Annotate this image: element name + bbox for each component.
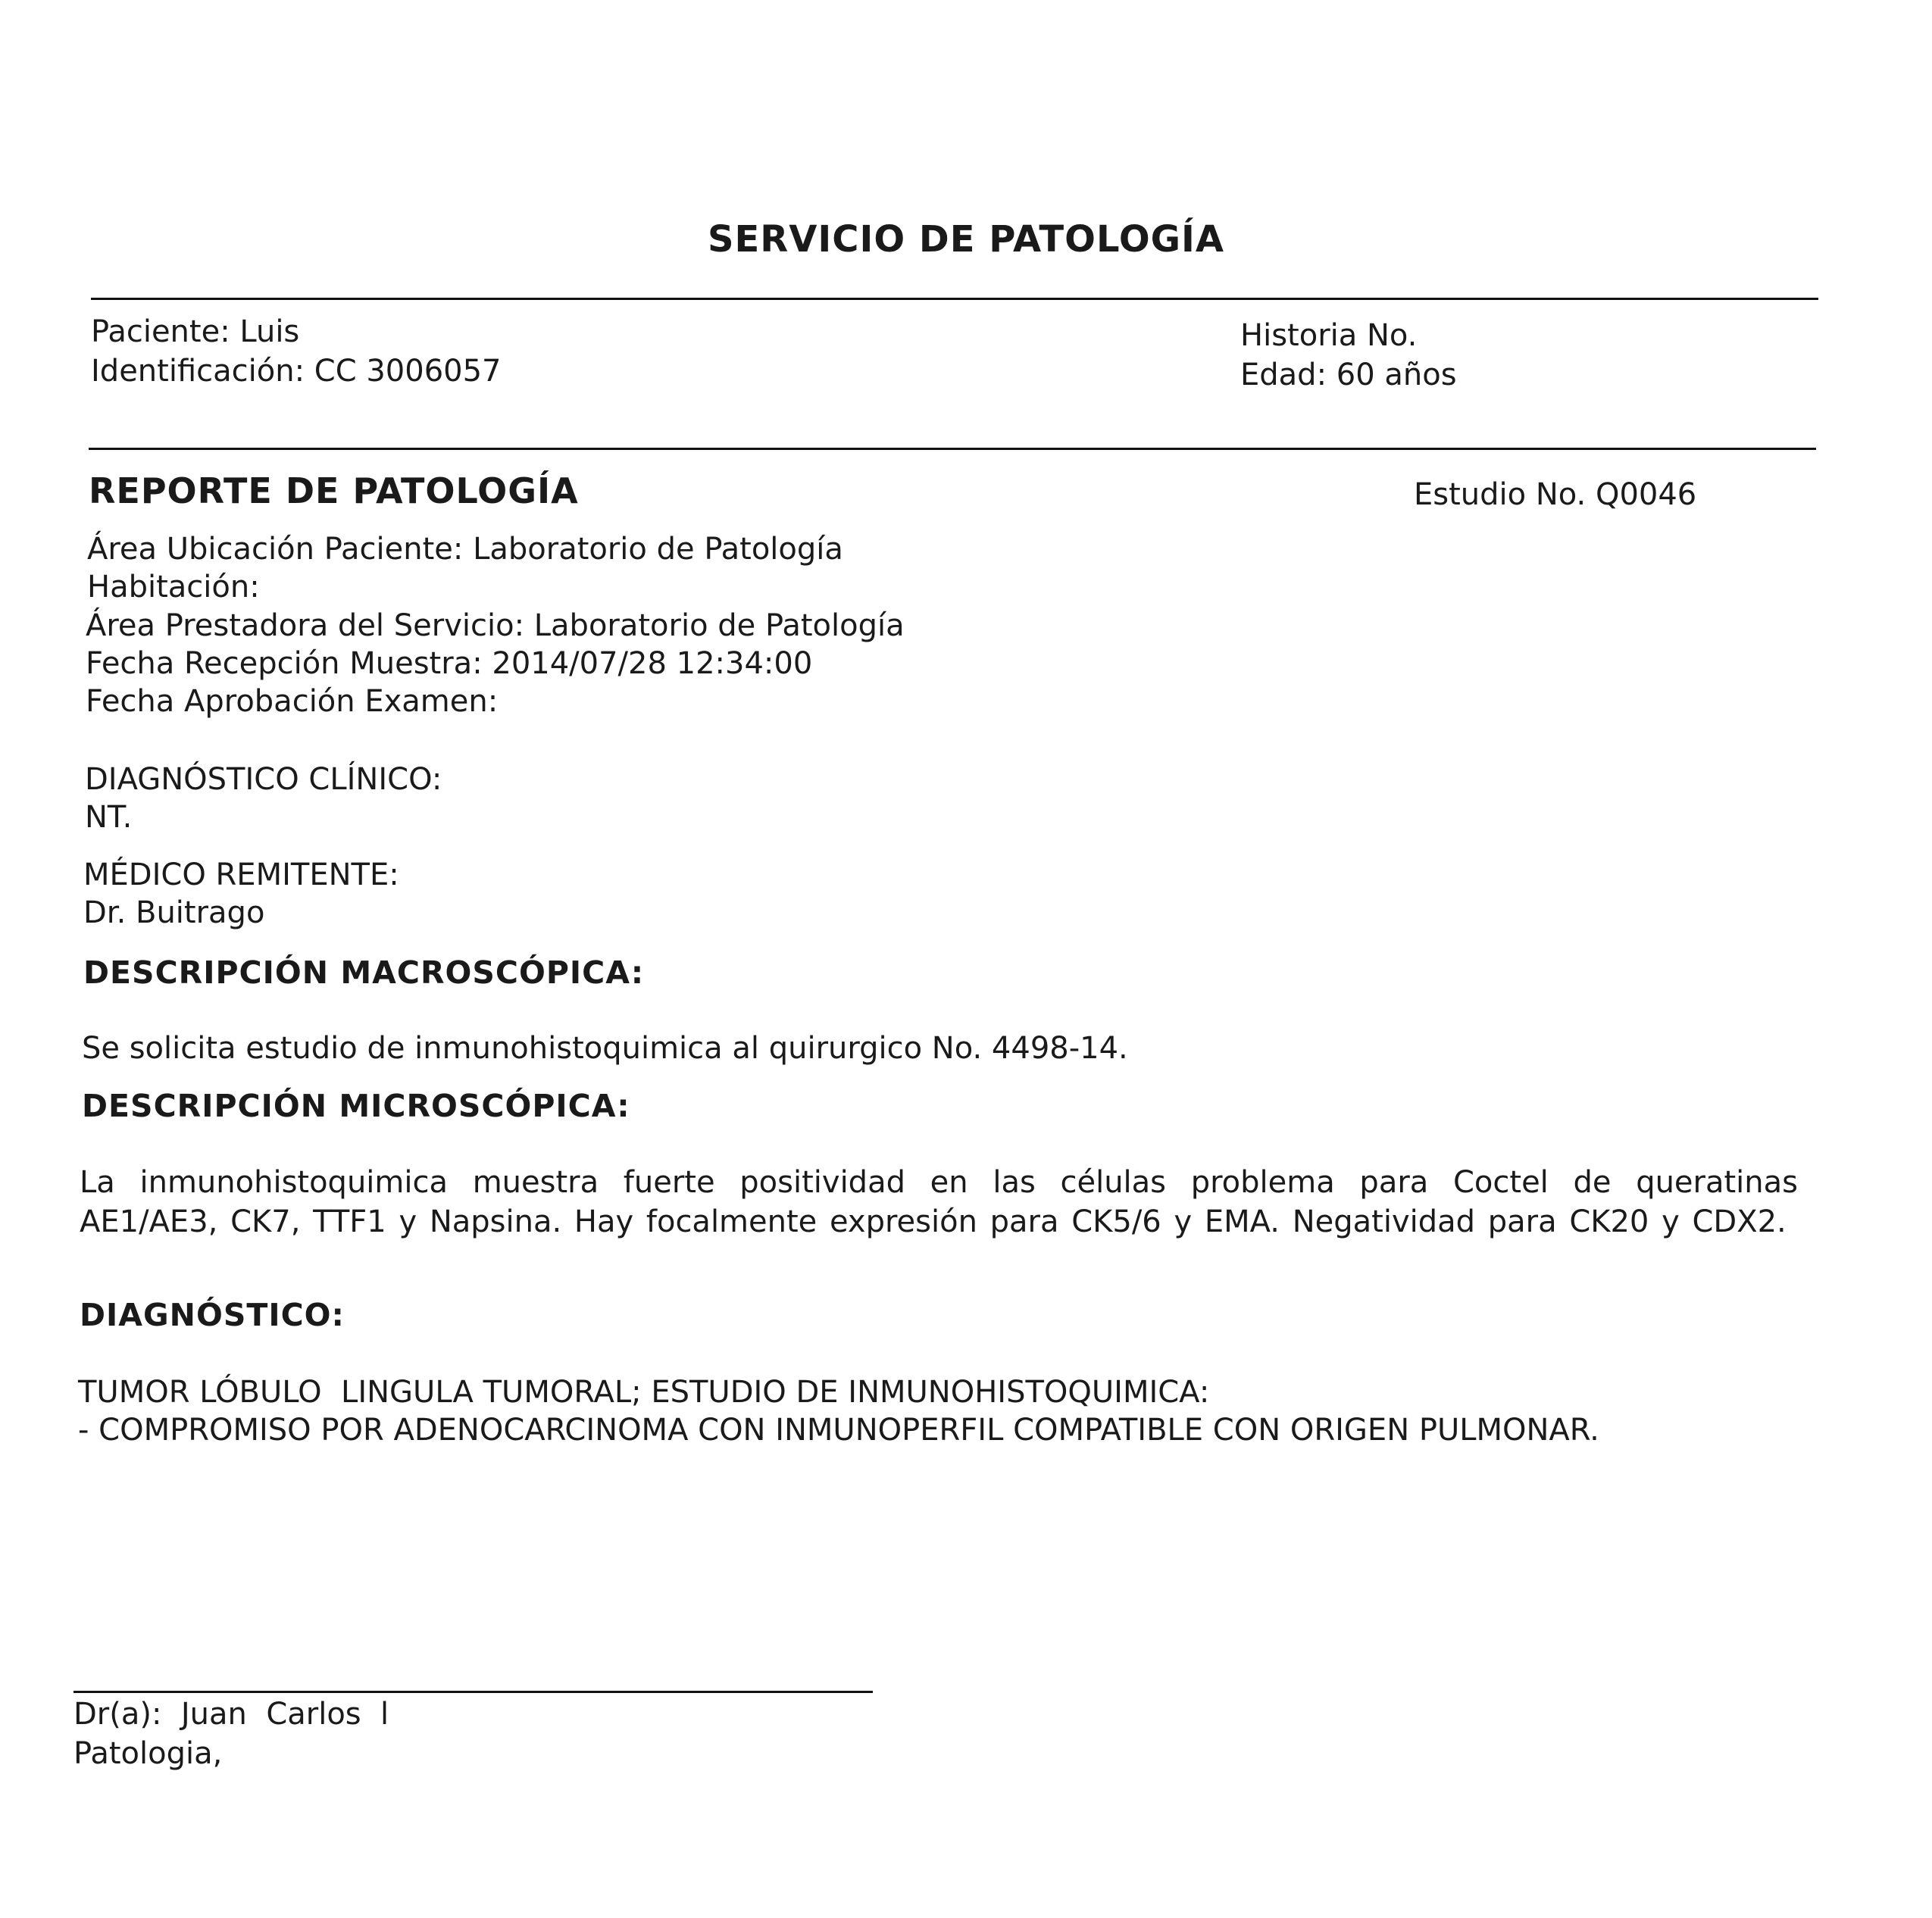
diagnosis-line-2: - COMPROMISO POR ADENOCARCINOMA CON INMUNOPERFIL COMPATIBLE CON ORIGEN PULMONAR. bbox=[78, 1413, 1599, 1448]
patient-age: Edad: 60 años bbox=[1240, 358, 1457, 392]
signing-department: Patologia, bbox=[73, 1736, 223, 1771]
diagnosis-line-1: TUMOR LÓBULO LINGULA TUMORAL; ESTUDIO DE INMUNOHISTOQUIMICA: bbox=[78, 1375, 1210, 1410]
referring-doctor-label: MÉDICO REMITENTE: bbox=[83, 857, 399, 892]
referring-doctor-value: Dr. Buitrago bbox=[83, 895, 265, 930]
patient-identification: Identificación: CC 3006057 bbox=[91, 354, 502, 389]
history-number: Historia No. bbox=[1240, 318, 1418, 353]
sample-reception-date: Fecha Recepción Muestra: 2014/07/28 12:34:00 bbox=[86, 646, 813, 681]
header-divider bbox=[91, 298, 1818, 300]
exam-approval-date: Fecha Aprobación Examen: bbox=[86, 684, 499, 719]
room: Habitación: bbox=[87, 570, 260, 604]
study-number: Estudio No. Q0046 bbox=[1414, 477, 1697, 512]
macro-text: Se solicita estudio de inmunohistoquimica al quirurgico No. 4498-14. bbox=[82, 1031, 1128, 1066]
diagnosis-heading: DIAGNÓSTICO: bbox=[80, 1297, 345, 1333]
report-heading: REPORTE DE PATOLOGÍA bbox=[89, 470, 579, 511]
micro-text: La inmunohistoquimica muestra fuerte positividad en las células problema para Coctel de queratinas AE1/AE3, CK7, TTF1 y Napsina. Hay focalmente expresión para CK5/6 y EMA. Negatividad para CK20 y CDX2. bbox=[80, 1165, 1798, 1239]
signature-line bbox=[73, 1691, 873, 1693]
area-location: Área Ubicación Paciente: Laboratorio de Patología bbox=[87, 532, 843, 567]
patient-divider bbox=[89, 448, 1816, 450]
micro-heading: DESCRIPCIÓN MICROSCÓPICA: bbox=[82, 1088, 630, 1124]
page-title: SERVICIO DE PATOLOGÍA bbox=[707, 218, 1225, 261]
service-area: Área Prestadora del Servicio: Laboratorio de Patología bbox=[86, 608, 905, 643]
clinical-diagnosis-value: NT. bbox=[85, 800, 133, 835]
macro-heading: DESCRIPCIÓN MACROSCÓPICA: bbox=[83, 954, 645, 991]
signing-doctor: Dr(a): Juan Carlos l bbox=[73, 1697, 389, 1732]
patient-name: Paciente: Luis bbox=[91, 314, 300, 349]
clinical-diagnosis-label: DIAGNÓSTICO CLÍNICO: bbox=[85, 762, 442, 797]
